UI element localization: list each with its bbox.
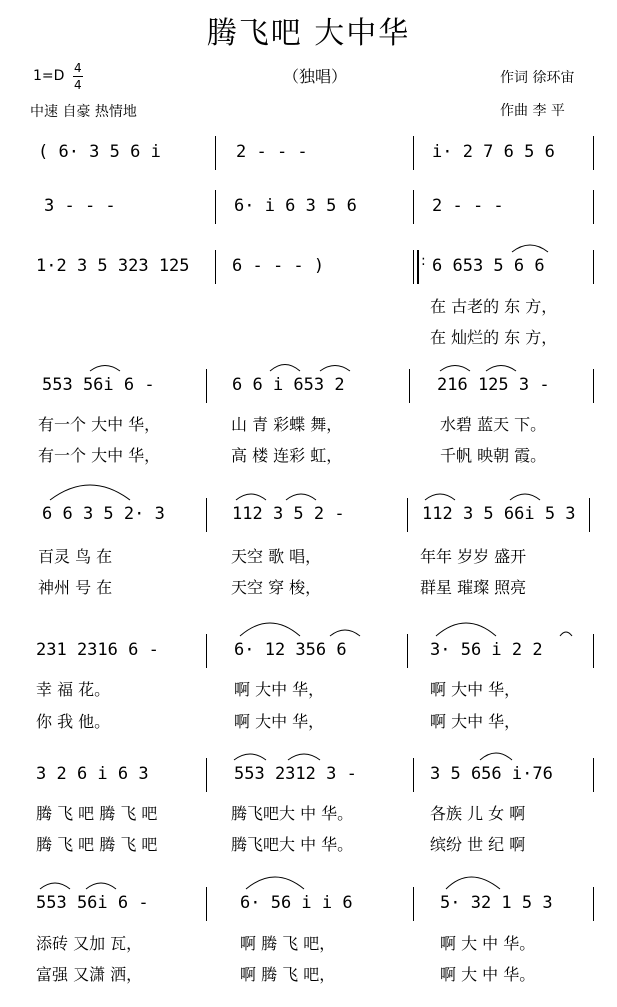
key-signature: 1=D [33, 68, 65, 84]
slur-arc [330, 630, 360, 636]
slur-arc [236, 494, 266, 500]
slur-arc [512, 245, 548, 252]
lyric-verse-2: 在 灿烂的 东 方， [430, 328, 558, 347]
slur-arc [510, 494, 540, 500]
lyric-verse-1: 啊 腾 飞 吧， [240, 934, 336, 953]
lyric-verse-1: 啊 大中 华， [430, 680, 521, 699]
lyric-verse-1: 啊 大 中 华。 [440, 934, 536, 953]
lyric-verse-2: 你 我 他。 [36, 712, 111, 731]
slur-arc [288, 754, 320, 760]
measure: 6 653 5 6 6 [432, 256, 545, 276]
lyric-verse-2: 啊 腾 飞 吧， [240, 965, 336, 984]
measure: 3 5 656 i·76 [430, 764, 553, 784]
slur-arc [86, 883, 116, 889]
song-title: 腾飞吧 大中华 [206, 16, 411, 51]
measure: 6 6 i 653 2 [232, 375, 345, 395]
slur-arc [50, 485, 130, 500]
lyric-verse-2: 有一个 大中 华， [38, 446, 161, 465]
slur-arc [240, 623, 300, 636]
lyric-verse-2: 缤纷 世 纪 啊 [430, 835, 526, 854]
measure: 553 56i 6 - [36, 893, 149, 913]
lyric-verse-1: 在 古老的 东 方， [430, 297, 558, 316]
lyric-verse-2: 神州 号 在 [38, 578, 113, 597]
measure: 2 - - - [236, 142, 308, 162]
tempo-marking: 中速 自豪 热情地 [30, 104, 137, 120]
measure: 6 - - - ) [232, 256, 325, 276]
lyric-verse-2: 群星 璀璨 照亮 [420, 578, 527, 597]
measure: 1·2 3 5 323 125 [36, 256, 190, 276]
lyric-verse-2: 高 楼 连彩 虹， [231, 446, 343, 465]
measure: 231 2316 6 - [36, 640, 159, 660]
measure: 3· 56 i 2 2 [430, 640, 543, 660]
measure: 216 125 3 - [437, 375, 550, 395]
composer-credit: 作曲 李 平 [500, 103, 565, 119]
slur-arc [286, 494, 316, 500]
lyric-verse-1: 天空 歌 唱， [231, 547, 322, 566]
measure: ( 6· 3 5 6 i [38, 142, 161, 162]
measure: 6· i 6 3 5 6 [234, 196, 357, 216]
lyric-verse-2: 腾 飞 吧 腾 飞 吧 [36, 835, 158, 854]
time-signature-top: 4 [74, 61, 82, 75]
slur-arc [486, 366, 516, 372]
time-signature-bottom: 4 [74, 78, 82, 92]
measure: 112 3 5 2 - [232, 504, 345, 524]
measure: 5· 32 1 5 3 [440, 893, 553, 913]
slur-arc [234, 754, 266, 760]
slur-arc [480, 753, 512, 760]
measure: 112 3 5 66i 5 3 [422, 504, 576, 524]
lyric-verse-2: 啊 大 中 华。 [440, 965, 536, 984]
measure: i· 2 7 6 5 6 [432, 142, 555, 162]
slur-arc [425, 494, 455, 500]
lyric-verse-2: 富强 又潇 洒， [36, 965, 143, 984]
measure: 553 2312 3 - [234, 764, 357, 784]
lyric-verse-2: 啊 大中 华， [234, 712, 325, 731]
lyric-verse-1: 有一个 大中 华， [38, 415, 161, 434]
lyric-verse-1: 年年 岁岁 盛开 [420, 547, 527, 566]
measure: 6· 12 356 6 [234, 640, 347, 660]
slur-arc [40, 883, 70, 889]
lyric-verse-1: 腾飞吧大 中 华。 [231, 804, 354, 823]
lyric-verse-1: 山 青 彩蝶 舞， [231, 415, 343, 434]
measure: 3 - - - [44, 196, 116, 216]
lyric-verse-1: 各族 儿 女 啊 [430, 804, 526, 823]
slur-arc [440, 366, 470, 372]
lyric-verse-2: 啊 大中 华， [430, 712, 521, 731]
lyricist-credit: 作词 徐环宙 [500, 70, 575, 86]
measure: 6· 56 i i 6 [240, 893, 353, 913]
slur-arc [446, 877, 500, 889]
lyric-verse-1: 百灵 鸟 在 [38, 547, 113, 566]
slur-arc [320, 366, 350, 372]
measure: 553 56i 6 - [42, 375, 155, 395]
lyric-verse-1: 幸 福 花。 [36, 680, 111, 699]
measure: 2 - - - [432, 196, 504, 216]
lyric-verse-1: 添砖 又加 瓦， [36, 934, 143, 953]
slur-arc [90, 366, 120, 372]
lyric-verse-1: 水碧 蓝天 下。 [440, 415, 547, 434]
lyric-verse-2: 腾飞吧大 中 华。 [231, 835, 354, 854]
measure: 3 2 6 i 6 3 [36, 764, 149, 784]
performance-form: （独唱） [283, 67, 348, 86]
lyric-verse-2: 千帆 映朝 霞。 [440, 446, 547, 465]
slur-arc [560, 632, 572, 636]
slur-arc [436, 623, 496, 636]
lyric-verse-1: 啊 大中 华， [234, 680, 325, 699]
repeat-dots: : [421, 253, 426, 269]
lyric-verse-2: 天空 穿 梭， [231, 578, 322, 597]
slur-arc [246, 877, 304, 889]
measure: 6 6 3 5 2· 3 [42, 504, 165, 524]
slur-arc [270, 365, 300, 372]
lyric-verse-1: 腾 飞 吧 腾 飞 吧 [36, 804, 158, 823]
